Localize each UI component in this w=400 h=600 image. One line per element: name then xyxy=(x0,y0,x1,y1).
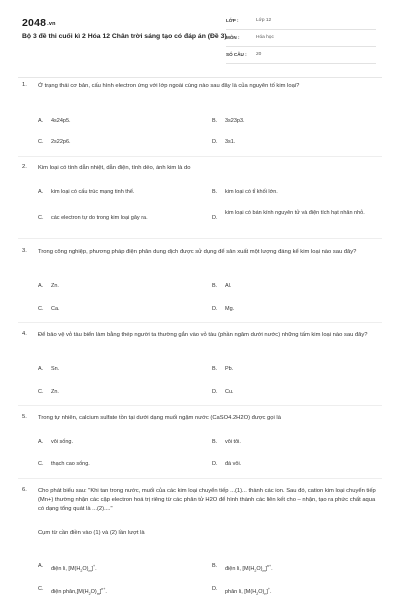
option-text: Al. xyxy=(225,283,232,289)
option-text: điện li, $[M(H_2O)_m]^+$. xyxy=(51,564,97,573)
meta-class-value: Lớp 12 xyxy=(256,18,272,23)
option-text: Zn. xyxy=(51,283,59,289)
option-text: Sn. xyxy=(51,366,60,372)
option-text: Cu. xyxy=(225,389,234,395)
option-letter: A. xyxy=(38,189,44,195)
option-letter: D. xyxy=(212,461,218,467)
option-text: đá vôi. xyxy=(225,461,242,467)
logo-suffix: .vn xyxy=(47,21,56,27)
logo-text: 2048 xyxy=(22,17,47,29)
meta-subject-label: MÔN : xyxy=(226,35,240,40)
option-text: thạch cao sống. xyxy=(51,461,90,467)
option-text: kim loại có bán kính nguyên tử và điện tích hạt nhân nhỏ. xyxy=(225,210,365,216)
question-divider xyxy=(18,478,382,479)
option-letter: A. xyxy=(38,563,44,569)
meta-count-label: SỐ CÂU : xyxy=(226,52,247,57)
meta-count-value: 20 xyxy=(256,52,262,57)
option-letter: C. xyxy=(38,586,44,592)
question-number: 1. xyxy=(22,82,27,88)
meta-class-label: LỚP : xyxy=(226,18,239,23)
option-text: vôi tôi. xyxy=(225,439,241,445)
meta-subject xyxy=(226,33,376,47)
header-divider xyxy=(18,77,382,78)
option-text: 3s1. xyxy=(225,139,236,145)
option-text: phân li, $[M(H_2O)_n]^+$. xyxy=(225,587,272,596)
question-number: 4. xyxy=(22,331,27,337)
option-letter: A. xyxy=(38,118,44,124)
page-title: Bộ 3 đề thi cuối kì 2 Hóa 12 Chân trời sáng tạo có đáp án (Đề 3) xyxy=(22,33,227,40)
question-text: Để bảo vệ vỏ tàu biển làm bằng thép người ta thường gắn vào vỏ tàu (phần ngâm dưới nước) những tấm kim loại nào sau đây? xyxy=(38,332,368,338)
option-text: kim loại có cấu trúc mạng tinh thể. xyxy=(51,189,135,195)
meta-class xyxy=(226,16,376,30)
option-letter: D. xyxy=(212,389,218,395)
option-letter: C. xyxy=(38,139,44,145)
question-divider xyxy=(18,405,382,406)
option-letter: C. xyxy=(38,215,44,221)
meta-count xyxy=(226,50,376,64)
question-text: Cho phát biểu sau: "Khi tan trong nước, muối của các kim loại chuyển tiếp ...(1)... thành các ion. Sau đó, cation kim loại chuyển tiếp (Mn+) thường nhận các cặp electron hoá trị riêng từ các phân tử H2O để hình thành các liên kết cho – nhận, tạo ra phức chất aqua có dạng tổng quát là ...(2)...." xyxy=(38,488,376,513)
option-letter: D. xyxy=(212,139,218,145)
option-letter: C. xyxy=(38,461,44,467)
option-text: Zn. xyxy=(51,389,59,395)
option-text: kim loại có tỉ khối lớn. xyxy=(225,189,278,195)
option-letter: D. xyxy=(212,586,218,592)
site-logo[interactable] xyxy=(22,17,56,29)
option-letter: D. xyxy=(212,215,218,221)
question-number: 3. xyxy=(22,248,27,254)
option-text: Mg. xyxy=(225,306,235,312)
option-letter: A. xyxy=(38,366,44,372)
question-divider xyxy=(18,322,382,323)
option-letter: C. xyxy=(38,389,44,395)
question-prompt: Cụm từ cần điền vào (1) và (2) lần lượt là xyxy=(38,530,145,536)
option-text: 2s22p6. xyxy=(51,139,71,145)
option-text: 4s24p5. xyxy=(51,118,71,124)
question-number: 6. xyxy=(22,487,27,493)
option-text: Ca. xyxy=(51,306,60,312)
exam-meta xyxy=(226,16,376,64)
option-text: Pb. xyxy=(225,366,234,372)
option-letter: A. xyxy=(38,283,44,289)
option-letter: D. xyxy=(212,306,218,312)
option-letter: C. xyxy=(38,306,44,312)
option-letter: B. xyxy=(212,439,218,445)
option-text: điện $phân,[M(H_2O)_m]^{n+}$. xyxy=(51,587,107,596)
option-letter: B. xyxy=(212,366,218,372)
question-number: 2. xyxy=(22,164,27,170)
option-text: 3s23p3. xyxy=(225,118,245,124)
question-text: Trong công nghiệp, phương pháp điện phân dung dịch được sử dụng để sản xuất một lượng đáng kể kim loại nào sau đây? xyxy=(38,249,357,255)
question-text: Trong tự nhiên, calcium sulfate tồn tại dưới dạng muối ngậm nước (CaSO4.2H2O) được gọi là xyxy=(38,415,281,421)
question-divider xyxy=(18,156,382,157)
option-text: các electron tự do trong kim loại gây ra. xyxy=(51,215,148,221)
option-letter: B. xyxy=(212,283,218,289)
option-letter: B. xyxy=(212,563,218,569)
option-letter: B. xyxy=(212,118,218,124)
meta-subject-value: Hóa học xyxy=(256,35,274,40)
question-text: Kim loại có tính dẫn nhiệt, dẫn điện, tính dẻo, ánh kim là do xyxy=(38,165,191,171)
option-text: vôi sống. xyxy=(51,439,74,445)
option-letter: B. xyxy=(212,189,218,195)
option-letter: A. xyxy=(38,439,44,445)
option-text: điện li, $[M(H_2O)_m]^{n+}$. xyxy=(225,564,273,573)
question-text: Ở trạng thái cơ bản, cấu hình electron ứng với lớp ngoài cùng nào sau đây là của nguyên tố kim loại? xyxy=(38,83,300,89)
question-divider xyxy=(18,238,382,239)
question-number: 5. xyxy=(22,414,27,420)
